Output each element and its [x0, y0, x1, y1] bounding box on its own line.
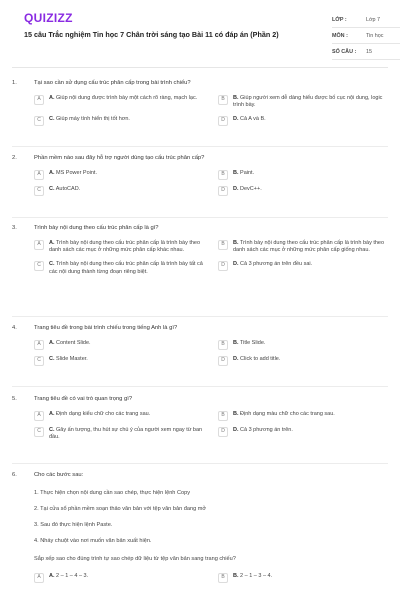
option-letter: C. [49, 426, 55, 433]
option-text: Định dạng màu chữ cho các trang sau. [240, 410, 335, 417]
option-badge: A [34, 240, 44, 250]
option-badge: C [34, 356, 44, 366]
option-text: Cả A và B. [240, 115, 266, 122]
step-item: 2. Tại cửa sổ phần mềm soạn thảo văn bản với tệp văn bản đang mở [34, 505, 207, 512]
question-number: 2. [12, 155, 17, 161]
option-badge: B [218, 573, 228, 583]
option-letter: A. [49, 410, 55, 417]
option-badge: D [218, 261, 228, 271]
option-text: Giúp máy tính hiển thị tốt hơn. [56, 115, 130, 122]
option-letter: A. [49, 169, 55, 176]
option-text: Cả 3 phương án trên đều sai. [240, 260, 313, 267]
page-title: 15 câu Trắc nghiệm Tin học 7 Chân trời sáng tạo Bài 11 có đáp án (Phần 2) [24, 30, 279, 39]
step-item: 1. Thực hiện chọn nội dung cần sao chép, thực hiện lệnh Copy [34, 489, 191, 496]
question-number: 4. [12, 325, 17, 331]
question-text: Trình bày nội dung theo cấu trúc phân cấp là gì? [34, 225, 159, 231]
meta-value: 15 [366, 48, 372, 55]
option-letter: D. [233, 260, 239, 267]
option-text: Gây ấn tượng, thu hút sự chú ý của người xem ngay từ ban đầu. [49, 426, 203, 441]
option-text: Title Slide. [239, 339, 266, 346]
option-badge: B [218, 340, 228, 350]
option-text: Paint. [240, 169, 255, 176]
meta-value: Lớp 7 [366, 16, 381, 23]
option-badge: A [34, 95, 44, 105]
option-letter: D. [233, 115, 239, 122]
option-letter: C. [49, 260, 55, 267]
meta-key: MÔN : [332, 32, 348, 39]
question-divider [12, 217, 388, 218]
option-letter: B. [233, 572, 239, 579]
option-letter: C. [49, 185, 55, 192]
option-a[interactable] [34, 573, 204, 583]
option-badge: D [218, 427, 228, 437]
option-text: AutoCAD. [55, 185, 81, 192]
option-a[interactable] [34, 240, 204, 255]
option-a[interactable] [34, 95, 204, 110]
option-c[interactable] [34, 116, 204, 126]
option-letter: A. [49, 572, 55, 579]
option-letter: B. [233, 410, 239, 417]
option-text: Giúp nội dung được trình bày một cách rõ ràng, mạch lạc. [56, 94, 198, 101]
option-b[interactable] [218, 240, 388, 255]
question-divider [12, 463, 388, 464]
quizizz-logo: QUIZIZZ [24, 11, 73, 25]
question-divider [12, 386, 388, 387]
question-text: Phần mềm nào sau đây hỗ trợ người dùng tạo cấu trúc phân cấp? [34, 155, 205, 161]
option-c[interactable] [34, 427, 204, 442]
option-d[interactable] [218, 427, 388, 442]
step-item: 3. Sau đó thực hiện lệnh Paste. [34, 522, 113, 529]
option-a[interactable] [34, 340, 204, 350]
option-badge: B [218, 95, 228, 105]
option-c[interactable] [34, 261, 204, 276]
option-b[interactable] [218, 573, 388, 583]
option-text: Cả 3 phương án trên. [240, 426, 293, 433]
question-text: Tại sao cần sử dụng cấu trúc phân cấp trong bài trình chiếu? [34, 80, 191, 86]
option-badge: D [218, 356, 228, 366]
question-1 [12, 80, 388, 126]
option-c[interactable] [34, 186, 204, 196]
option-letter: A. [49, 339, 55, 346]
option-letter: A. [49, 239, 55, 246]
option-badge: B [218, 170, 228, 180]
meta-row-subject [332, 28, 400, 44]
option-a[interactable] [34, 411, 204, 421]
question-number: 5. [12, 396, 17, 402]
option-badge: C [34, 427, 44, 437]
option-letter: D. [233, 185, 239, 192]
question-divider [12, 146, 388, 147]
option-letter: A. [49, 94, 55, 101]
option-letter: B. [233, 339, 239, 346]
option-text: 2 – 1 – 4 – 3. [56, 572, 89, 579]
option-d[interactable] [218, 186, 388, 196]
option-letter: D. [233, 355, 239, 362]
option-c[interactable] [34, 356, 204, 366]
option-badge: A [34, 573, 44, 583]
option-badge: C [34, 116, 44, 126]
question-number: 3. [12, 225, 17, 231]
option-text: Giúp người xem dễ dàng hiểu được bố cục nội dung, logic trình bày. [233, 94, 383, 109]
option-text: Trình bày nội dung theo cấu trúc phân cấp là trình bày theo danh sách các mục ở những mức phân cấp khác nhau. [49, 239, 201, 254]
option-text: Click to add title. [240, 355, 281, 362]
option-b[interactable] [218, 340, 388, 350]
question-number: 1. [12, 80, 17, 86]
option-letter: B. [233, 94, 239, 101]
option-d[interactable] [218, 261, 388, 276]
question-divider [12, 316, 388, 317]
option-text: DevC++. [240, 185, 262, 192]
question-number: 6. [12, 472, 17, 478]
option-letter: B. [233, 239, 239, 246]
header [12, 0, 388, 64]
option-d[interactable] [218, 356, 388, 366]
question-4 [12, 325, 388, 366]
option-a[interactable] [34, 170, 204, 180]
option-badge: D [218, 186, 228, 196]
option-text: MS Power Point. [56, 169, 97, 176]
option-b[interactable] [218, 170, 388, 180]
meta-key: SỐ CÂU : [332, 48, 357, 55]
option-badge: A [34, 170, 44, 180]
option-badge: D [218, 116, 228, 126]
option-letter: C. [49, 115, 55, 122]
option-letter: B. [233, 169, 239, 176]
meta-table [332, 12, 400, 60]
question-2 [12, 155, 388, 196]
option-text: Content Slide. [56, 339, 91, 346]
question-3 [12, 225, 388, 276]
option-text: Trình bày nội dung theo cấu trúc phân cấp là trình bày tất cả các nội dung thành từng đoạn riêng biệt. [49, 260, 203, 275]
meta-key: LỚP : [332, 16, 347, 23]
meta-row-count [332, 44, 400, 60]
question-text: Trang tiêu đề trong bài trình chiếu trong tiếng Anh là gì? [34, 325, 178, 331]
question-prompt: Sắp xếp sao cho đúng trình tự sao chép dữ liệu từ tệp văn bản sang trang chiếu? [34, 555, 236, 562]
header-divider [12, 67, 388, 68]
question-6 [12, 472, 388, 583]
option-text: Trình bày nội dung theo cấu trúc phân cấp là trình bày theo danh sách các mục ở những mức phân cấp giống nhau. [233, 239, 385, 254]
option-letter: D. [233, 426, 239, 433]
meta-row-class [332, 12, 400, 28]
meta-value: Tin học [366, 32, 384, 39]
option-letter: C. [49, 355, 55, 362]
option-b[interactable] [218, 411, 388, 421]
option-text: 2 – 1 – 3 – 4. [240, 572, 273, 579]
step-item: 4. Nháy chuột vào nơi muốn văn bản xuất hiện. [34, 538, 152, 545]
question-text: Trang tiêu đề có vai trò quan trọng gì? [34, 396, 133, 402]
option-badge: B [218, 240, 228, 250]
option-badge: C [34, 261, 44, 271]
question-5 [12, 396, 388, 442]
option-badge: C [34, 186, 44, 196]
option-text: Slide Master. [56, 355, 88, 362]
option-badge: A [34, 411, 44, 421]
option-b[interactable] [218, 95, 388, 110]
option-text: Định dạng kiểu chữ cho các trang sau. [56, 410, 151, 417]
question-text: Cho các bước sau: [34, 472, 84, 478]
option-d[interactable] [218, 116, 388, 126]
option-badge: A [34, 340, 44, 350]
option-badge: B [218, 411, 228, 421]
